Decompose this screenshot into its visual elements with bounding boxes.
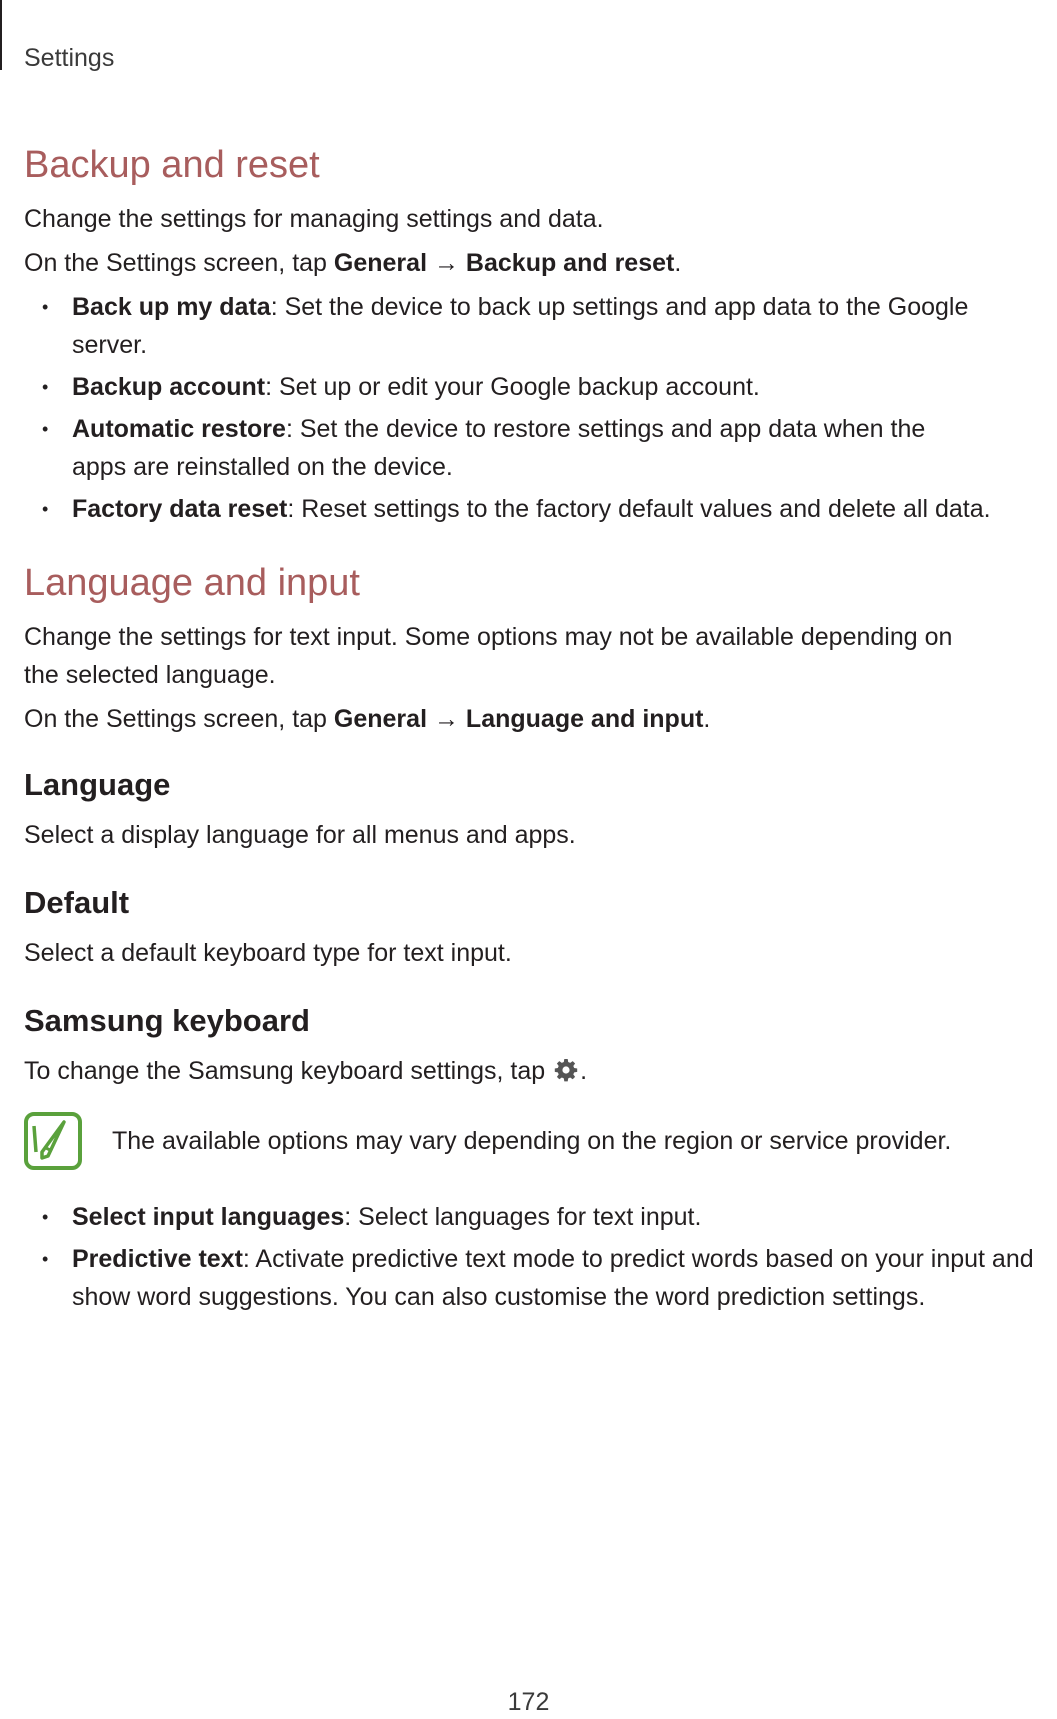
note-box [24,1112,1044,1172]
path-end: . [703,705,711,733]
samsung-keyboard-text [24,1052,1044,1090]
bullet: • [42,297,49,317]
path-prefix: On the Settings screen, tap [24,705,334,733]
bullet: • [42,499,49,519]
option-term: Back up my data [72,293,271,321]
bullet: • [42,1249,49,1269]
subheading-default: Default [24,885,130,920]
path-prefix: On the Settings screen, tap [24,249,334,277]
language-path [24,700,1044,738]
language-intro: Change the settings for text input. Some options may not be available depending on the selected language. [24,623,953,689]
arrow: → [433,249,459,277]
path-end: . [674,249,682,277]
path-step-backup: Backup and reset [465,249,675,277]
page-number: 172 [507,1688,550,1716]
language-text: Select a display language for all menus and apps. [24,821,576,849]
option-term: Automatic restore [72,415,286,443]
option-term: Predictive text [72,1245,243,1273]
note-icon [24,1112,82,1170]
arrow: → [433,705,459,733]
option-term: Select input languages [72,1203,345,1231]
backup-path [24,244,1044,282]
list-item [24,1198,1044,1236]
list-item [24,288,1044,364]
option-desc: : Select languages for text input. [344,1203,702,1231]
section-title-language: Language and input [24,562,360,604]
keyboard-text-after: . [580,1057,588,1085]
option-desc: : Activate predictive text mode to predict words based on your input and show word suggestions. You can also customise the word prediction settings. [72,1245,1034,1311]
bullet: • [42,419,49,439]
path-step-general: General [333,705,428,733]
default-text: Select a default keyboard type for text input. [24,939,512,967]
page-content [24,142,1044,1316]
path-step-general: General [333,249,428,277]
option-desc: : Set the device to back up settings and app data to the Google server. [72,293,969,359]
corner-rule [0,0,2,70]
option-desc: : Set the device to restore settings and app data when the apps are reinstalled on the device. [72,415,926,481]
backup-options-list [24,288,1044,528]
option-term: Factory data reset [72,495,288,523]
option-term: Backup account [72,373,266,401]
running-head: Settings [24,44,115,72]
list-item [24,368,1044,406]
note-text: The available options may vary depending on the region or service provider. [112,1127,952,1155]
option-desc: : Set up or edit your Google backup account. [265,373,760,401]
subheading-samsung-keyboard: Samsung keyboard [24,1003,310,1038]
keyboard-options-list [24,1198,1044,1316]
subheading-language: Language [24,767,171,802]
path-step-language: Language and input [465,705,704,733]
gear-icon [554,1058,578,1082]
bullet: • [42,1207,49,1227]
backup-intro: Change the settings for managing settings and data. [24,205,604,233]
list-item [24,410,1044,486]
bullet: • [42,377,49,397]
keyboard-text-before: To change the Samsung keyboard settings, tap [24,1057,553,1085]
section-title-backup: Backup and reset [24,144,320,186]
list-item [24,1240,1044,1316]
option-desc: : Reset settings to the factory default values and delete all data. [287,495,991,523]
list-item [24,490,1044,528]
